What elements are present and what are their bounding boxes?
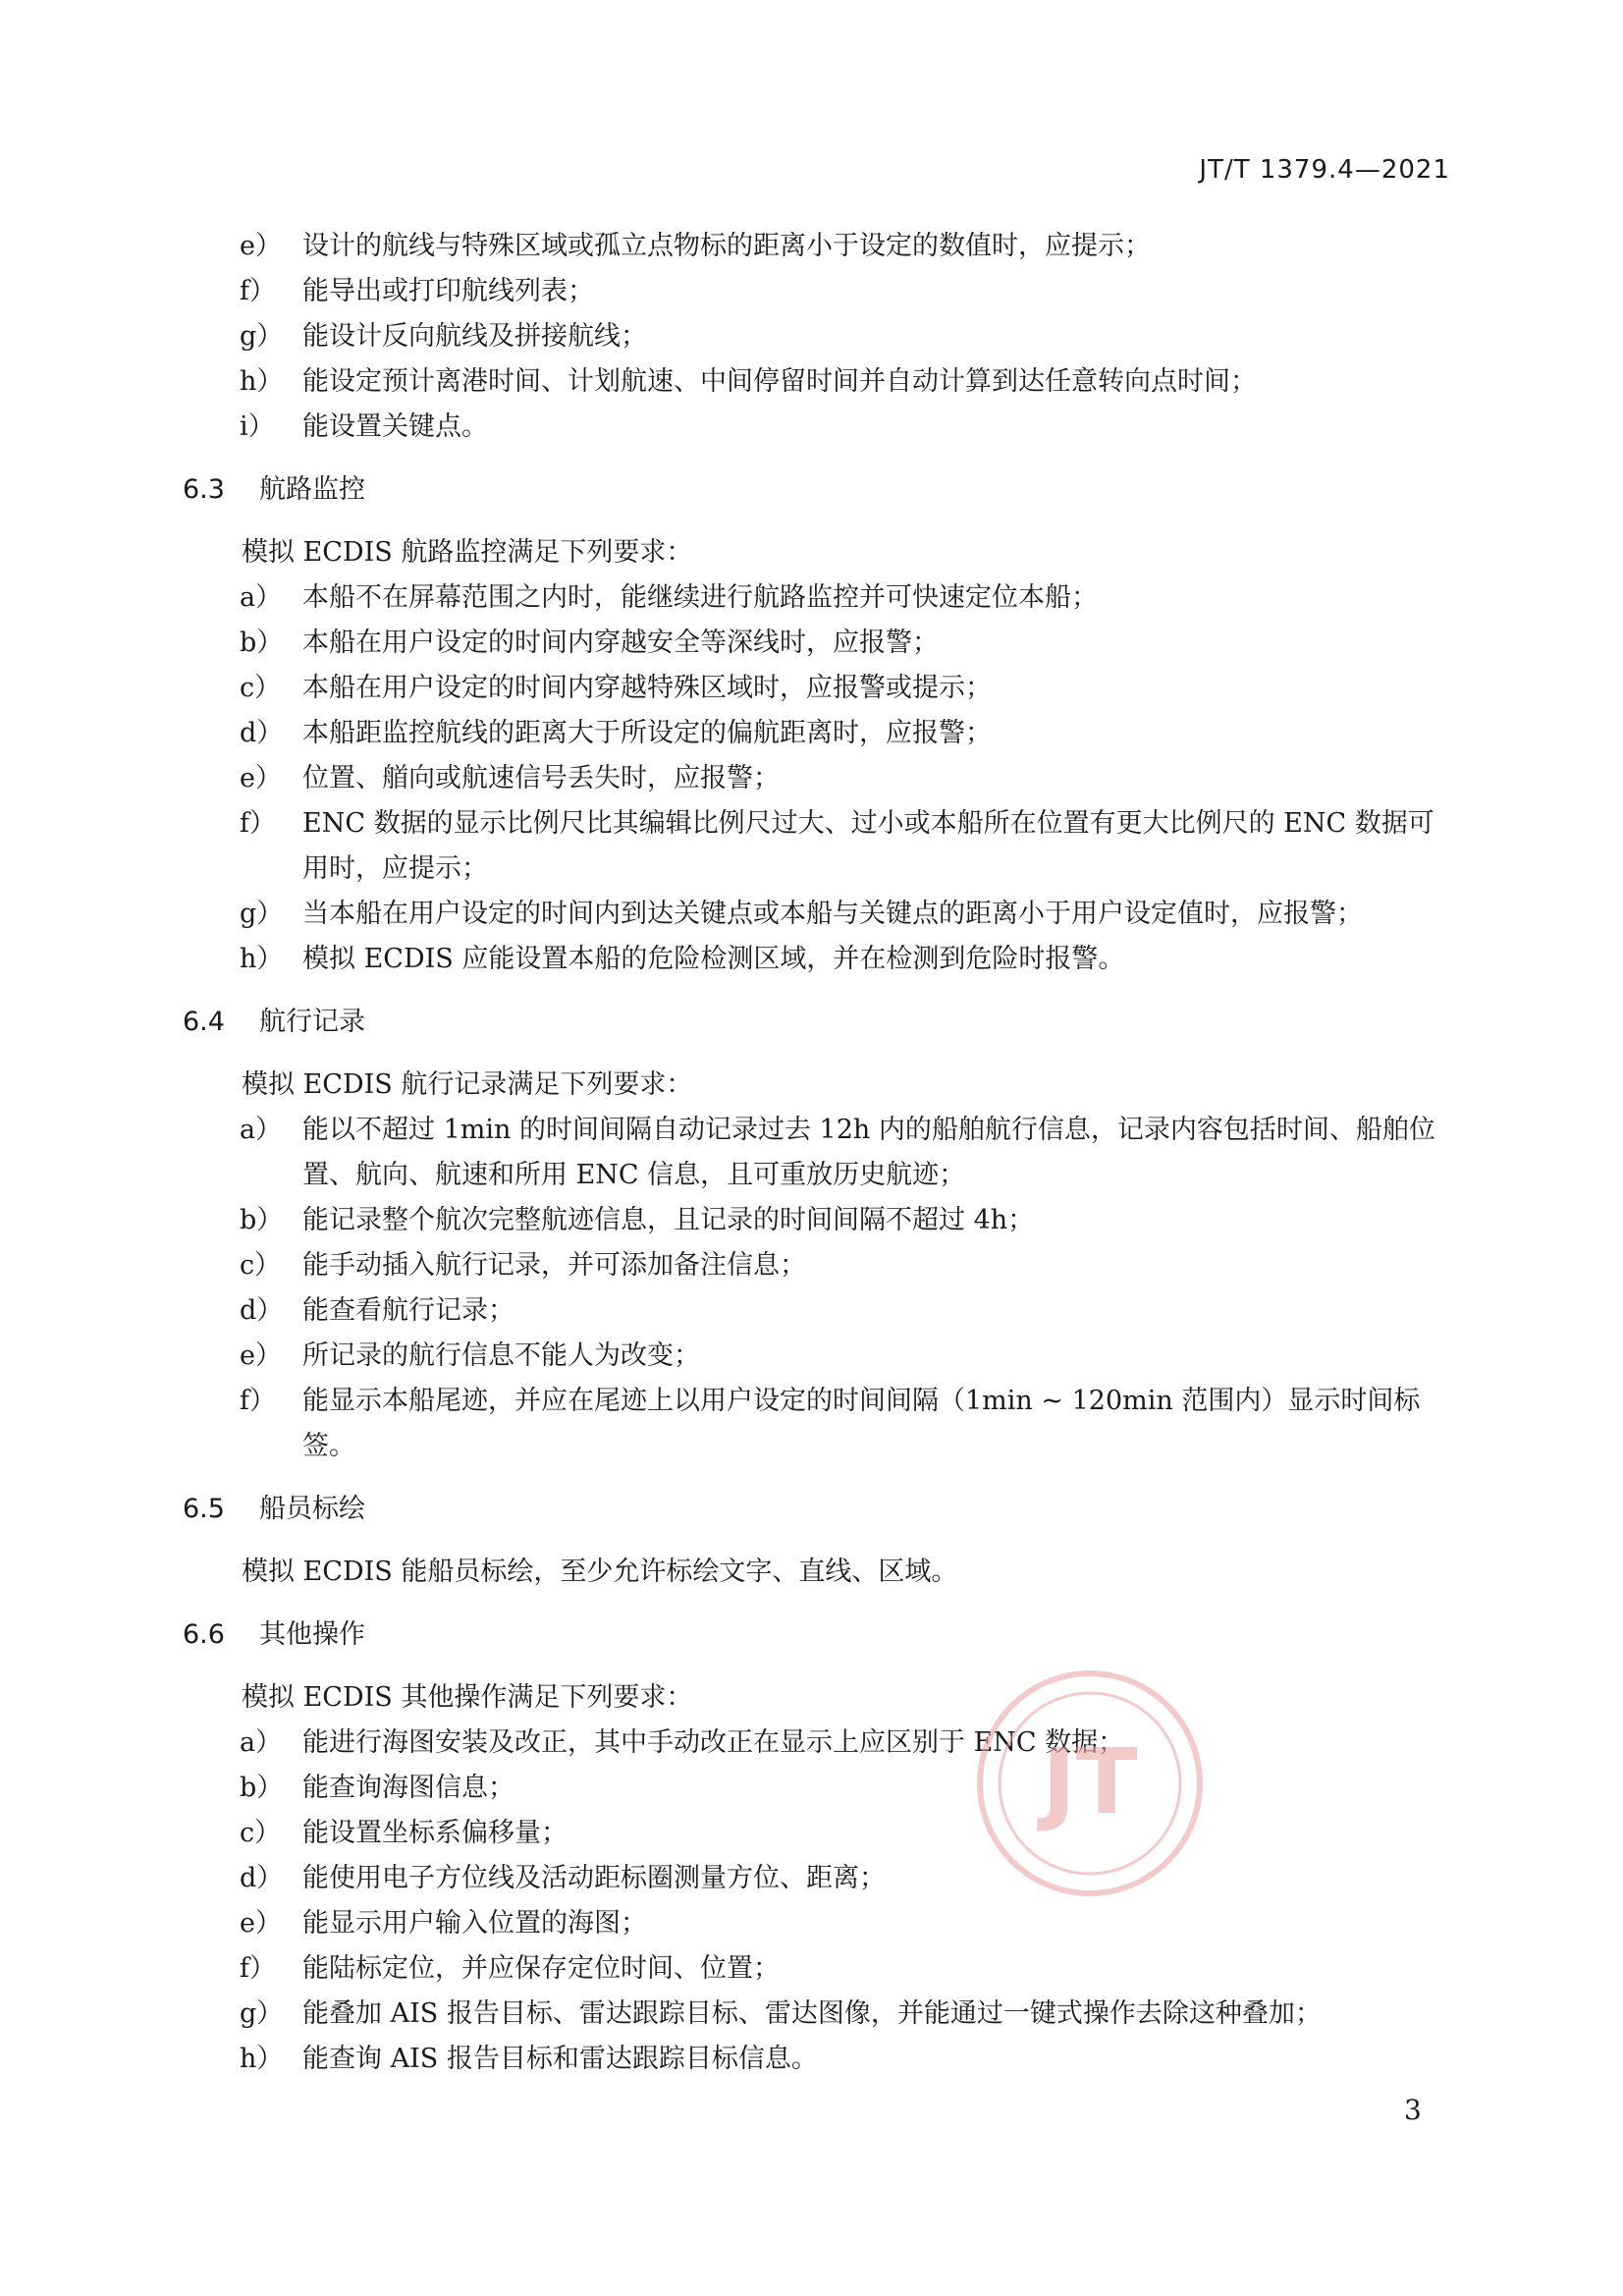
item-marker: h） bbox=[240, 2044, 284, 2074]
item-text: 能查询 AIS 报告目标和雷达跟踪目标信息。 bbox=[302, 2044, 818, 2074]
list-item bbox=[0, 1766, 1623, 1811]
section-intro: 模拟 ECDIS 能船员标绘，至少允许标绘文字、直线、区域。 bbox=[242, 1557, 958, 1587]
item-marker: e） bbox=[240, 1340, 282, 1371]
section-heading-6-3 bbox=[183, 467, 1623, 513]
item-text: 本船在用户设定的时间内穿越安全等深线时，应报警； bbox=[302, 628, 939, 658]
item-text: 能叠加 AIS 报告目标、雷达跟踪目标、雷达图像，并能通过一键式操作去除这种叠加； bbox=[302, 1998, 1322, 2029]
section-number: 6.6 bbox=[183, 1619, 225, 1650]
item-marker: a） bbox=[240, 1115, 283, 1145]
section-title: 航路监控 bbox=[259, 474, 365, 505]
item-marker: f） bbox=[240, 808, 276, 839]
section-number: 6.3 bbox=[183, 474, 225, 505]
item-marker: e） bbox=[240, 763, 282, 793]
list-item bbox=[0, 1198, 1623, 1243]
section-number: 6.5 bbox=[183, 1494, 225, 1524]
list-item bbox=[0, 711, 1623, 756]
item-marker: c） bbox=[240, 673, 282, 703]
list-item bbox=[0, 937, 1623, 982]
item-marker: b） bbox=[240, 1773, 284, 1803]
item-text: 能设计反向航线及拼接航线； bbox=[302, 321, 647, 352]
list-item bbox=[0, 1288, 1623, 1334]
item-text: 能进行海图安装及改正，其中手动改正在显示上应区别于 ENC 数据； bbox=[302, 1727, 1125, 1758]
list-item bbox=[0, 1334, 1623, 1379]
item-text: 能设定预计离港时间、计划航速、中间停留时间并自动计算到达任意转向点时间； bbox=[302, 366, 1257, 397]
page-number: 3 bbox=[1404, 2094, 1422, 2126]
item-text: 能设置坐标系偏移量； bbox=[302, 1818, 568, 1848]
item-marker: d） bbox=[240, 1863, 284, 1893]
item-marker: h） bbox=[240, 366, 284, 397]
list-item bbox=[0, 1901, 1623, 1946]
section-title: 其他操作 bbox=[259, 1619, 365, 1650]
section-heading-6-5 bbox=[183, 1487, 1623, 1532]
list-item bbox=[0, 405, 1623, 450]
page-content bbox=[0, 224, 1623, 2082]
item-text: ENC 数据的显示比例尺比其编辑比例尺过大、过小或本船所在位置有更大比例尺的 ENC 数据可用时，应提示； bbox=[302, 808, 1434, 884]
header-code: JT/T 1379.4—2021 bbox=[1199, 155, 1450, 185]
item-text: 能查看航行记录； bbox=[302, 1295, 514, 1326]
list-item bbox=[0, 1811, 1623, 1856]
item-marker: a） bbox=[240, 1727, 283, 1758]
list-item bbox=[0, 575, 1623, 621]
item-text: 能以不超过 1min 的时间间隔自动记录过去 12h 内的船舶航行信息，记录内容包括时间、船舶位置、航向、航速和所用 ENC 信息，且可重放历史航迹； bbox=[302, 1115, 1435, 1190]
jt-watermark-logo bbox=[972, 1666, 1208, 1901]
section-intro: 模拟 ECDIS 其他操作满足下列要求： bbox=[242, 1682, 693, 1713]
list-item bbox=[0, 1856, 1623, 1901]
list-6-4 bbox=[0, 1108, 1623, 1469]
list-item bbox=[0, 2037, 1623, 2082]
item-text: 能导出或打印航线列表； bbox=[302, 276, 594, 306]
list-item bbox=[0, 892, 1623, 937]
item-marker: d） bbox=[240, 718, 284, 748]
section-intro: 模拟 ECDIS 航路监控满足下列要求： bbox=[242, 537, 693, 568]
item-marker: f） bbox=[240, 1953, 276, 1984]
list-item bbox=[0, 224, 1623, 269]
item-text: 模拟 ECDIS 应能设置本船的危险检测区域，并在检测到危险时报警。 bbox=[302, 944, 1125, 974]
section-title: 船员标绘 bbox=[259, 1494, 365, 1524]
item-marker: g） bbox=[240, 321, 284, 352]
item-text: 能设置关键点。 bbox=[302, 411, 488, 442]
item-text: 本船在用户设定的时间内穿越特殊区域时，应报警或提示； bbox=[302, 673, 992, 703]
section-heading-6-4 bbox=[183, 1000, 1623, 1045]
item-text: 本船不在屏幕范围之内时，能继续进行航路监控并可快速定位本船； bbox=[302, 582, 1098, 613]
item-text: 能记录整个航次完整航迹信息，且记录的时间间隔不超过 4h； bbox=[302, 1205, 1035, 1235]
list-item bbox=[0, 1721, 1623, 1766]
item-marker: a） bbox=[240, 582, 283, 613]
list-6-6 bbox=[0, 1721, 1623, 2082]
list-item bbox=[0, 314, 1623, 359]
list-item bbox=[0, 666, 1623, 711]
item-marker: d） bbox=[240, 1295, 284, 1326]
list-6-2-tail bbox=[0, 224, 1623, 450]
item-text: 位置、艏向或航速信号丢失时，应报警； bbox=[302, 763, 780, 793]
item-marker: c） bbox=[240, 1250, 282, 1281]
item-marker: e） bbox=[240, 1908, 282, 1939]
item-text: 能显示本船尾迹，并应在尾迹上以用户设定的时间间隔（1min ~ 120min 范围内）显示时间标签。 bbox=[302, 1386, 1421, 1461]
item-marker: c） bbox=[240, 1818, 282, 1848]
list-item bbox=[0, 1992, 1623, 2037]
list-item bbox=[0, 1946, 1623, 1992]
item-marker: g） bbox=[240, 899, 284, 929]
item-marker: e） bbox=[240, 231, 282, 261]
item-text: 所记录的航行信息不能人为改变； bbox=[302, 1340, 700, 1371]
list-item bbox=[0, 269, 1623, 314]
list-item bbox=[0, 801, 1623, 892]
item-marker: i） bbox=[240, 411, 275, 442]
list-item bbox=[0, 756, 1623, 801]
item-text: 能显示用户输入位置的海图； bbox=[302, 1908, 647, 1939]
watermark-text: JT bbox=[1042, 1729, 1138, 1834]
list-item bbox=[0, 1108, 1623, 1198]
item-marker: b） bbox=[240, 628, 284, 658]
item-text: 能手动插入航行记录，并可添加备注信息； bbox=[302, 1250, 806, 1281]
list-item bbox=[0, 1379, 1623, 1469]
item-marker: f） bbox=[240, 1386, 276, 1416]
list-item bbox=[0, 359, 1623, 405]
item-text: 能使用电子方位线及活动距标圈测量方位、距离； bbox=[302, 1863, 886, 1893]
section-title: 航行记录 bbox=[259, 1007, 365, 1037]
section-heading-6-6 bbox=[183, 1613, 1623, 1658]
item-text: 本船距监控航线的距离大于所设定的偏航距离时，应报警； bbox=[302, 718, 992, 748]
list-6-3 bbox=[0, 575, 1623, 982]
item-marker: g） bbox=[240, 1998, 284, 2029]
item-text: 设计的航线与特殊区域或孤立点物标的距离小于设定的数值时，应提示； bbox=[302, 231, 1151, 261]
item-text: 能查询海图信息； bbox=[302, 1773, 514, 1803]
list-item bbox=[0, 1243, 1623, 1288]
item-marker: b） bbox=[240, 1205, 284, 1235]
item-marker: f） bbox=[240, 276, 276, 306]
item-text: 当本船在用户设定的时间内到达关键点或本船与关键点的距离小于用户设定值时，应报警； bbox=[302, 899, 1363, 929]
item-marker: h） bbox=[240, 944, 284, 974]
section-number: 6.4 bbox=[183, 1007, 225, 1037]
section-intro: 模拟 ECDIS 航行记录满足下列要求： bbox=[242, 1069, 693, 1100]
list-item bbox=[0, 621, 1623, 666]
item-text: 能陆标定位，并应保存定位时间、位置； bbox=[302, 1953, 780, 1984]
